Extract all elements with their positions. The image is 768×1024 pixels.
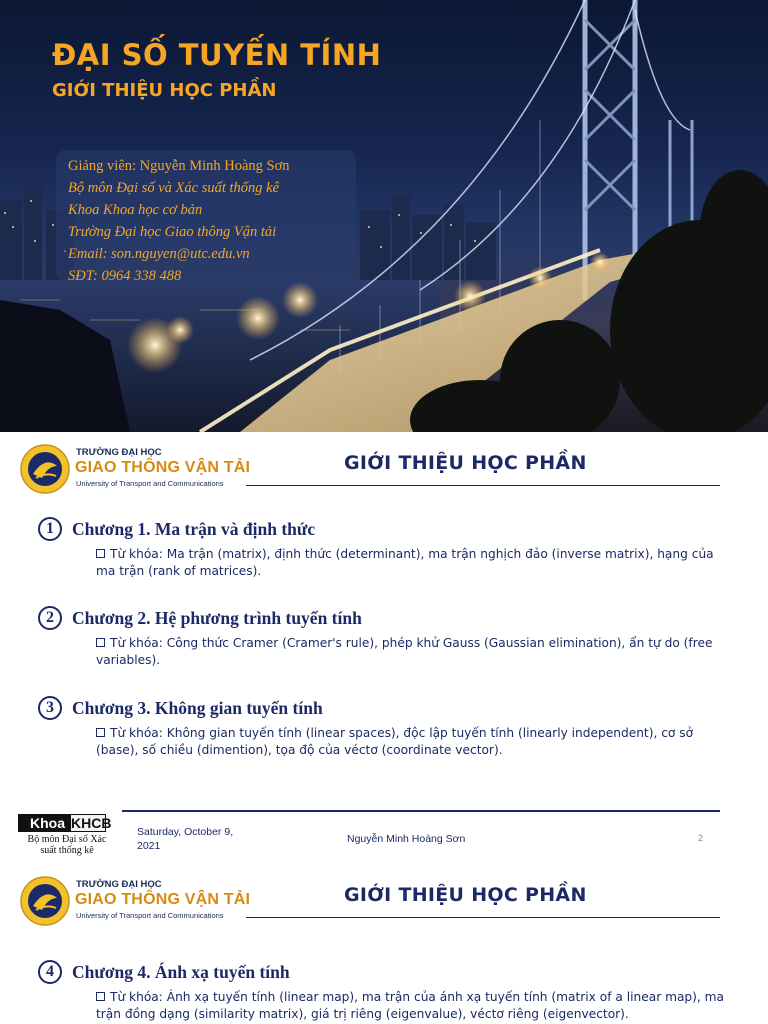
chapter-keywords: Từ khóa: Không gian tuyến tính (linear spaces), độc lập tuyến tính (linearly independent), cơ sở (base), số chiều (dimention), tọa độ của véctơ (coordinate vector). (96, 726, 694, 757)
title-divider (246, 485, 720, 486)
chapter-title: Chương 3. Không gian tuyến tính (72, 697, 323, 718)
university-logo-icon (20, 444, 70, 494)
course-title: ĐẠI SỐ TUYẾN TÍNH (52, 38, 382, 72)
footer-date: Saturday, October 9, 2021 (137, 826, 234, 852)
chapter-keywords: Từ khóa: Công thức Cramer (Cramer's rule), phép khử Gauss (Gaussian elimination), ẩn tự do (free variables). (96, 636, 713, 667)
university-prefix: TRƯỜNG ĐẠI HỌC (76, 879, 162, 890)
university-english-name: University of Transport and Communications (76, 479, 224, 488)
lecturer-phone: SĐT: 0964 338 488 (68, 268, 182, 284)
footer-divider (122, 810, 720, 812)
university-logo-icon (20, 876, 70, 926)
lecturer-department: Bộ môn Đại số và Xác suất thống kê (68, 180, 280, 196)
content-slide-3 (0, 864, 768, 1024)
title-divider (246, 917, 720, 918)
lecturer-email: Email: son.nguyen@utc.edu.vn (68, 246, 250, 262)
slide-title: GIỚI THIỆU HỌC PHẦN (344, 452, 587, 474)
chapter-4 (38, 960, 738, 1023)
chapter-3 (38, 696, 738, 759)
slide-title: GIỚI THIỆU HỌC PHẦN (344, 884, 587, 906)
chapter-1 (38, 517, 738, 580)
chapter-keywords: Từ khóa: Ánh xạ tuyến tính (linear map), ma trận của ánh xạ tuyến tính (matrix of a linear map), ma trận đồng dạng (similarity matrix), giá trị riêng (eigenvalue), véctơ riêng (eigenvector). (96, 990, 724, 1021)
footer-page-number: 2 (698, 833, 704, 843)
lecturer-faculty: Khoa Khoa học cơ bản (68, 202, 203, 218)
logo-caption: Bộ môn Đại số Xác suất thống kê (27, 834, 107, 856)
chapter-title: Chương 2. Hệ phương trình tuyến tính (72, 607, 362, 628)
chapter-title: Chương 1. Ma trận và định thức (72, 518, 316, 539)
chapter-number-badge: 2 (38, 606, 62, 630)
checkbox-bullet-icon (96, 728, 105, 737)
checkbox-bullet-icon (96, 992, 105, 1001)
footer-author: Nguyễn Minh Hoàng Sơn (347, 833, 466, 845)
chapter-number-badge: 1 (38, 517, 62, 541)
chapter-number-badge: 3 (38, 696, 62, 720)
logo-khcb-text: KHCB (71, 815, 112, 831)
title-slide (0, 0, 768, 432)
university-name: GIAO THÔNG VẬN TẢI (75, 459, 251, 476)
university-english-name: University of Transport and Communications (76, 911, 224, 920)
checkbox-bullet-icon (96, 638, 105, 647)
university-prefix: TRƯỜNG ĐẠI HỌC (76, 447, 162, 458)
chapter-2 (38, 606, 738, 669)
lecturer-name: Giảng viên: Nguyễn Minh Hoàng Sơn (68, 158, 290, 174)
content-slide-2 (0, 432, 768, 864)
university-name: GIAO THÔNG VẬN TẢI (75, 891, 251, 908)
chapter-number-badge: 4 (38, 960, 62, 984)
lecturer-university: Trường Đại học Giao thông Vận tải (68, 224, 277, 240)
checkbox-bullet-icon (96, 549, 105, 558)
logo-khoa-text: Khoa (18, 814, 70, 832)
course-subtitle: GIỚI THIỆU HỌC PHẦN (52, 80, 277, 101)
chapter-title: Chương 4. Ánh xạ tuyến tính (72, 961, 290, 982)
chapter-keywords: Từ khóa: Ma trận (matrix), định thức (determinant), ma trận nghịch đảo (inverse matrix), hạng của ma trận (rank of matrices). (96, 547, 714, 578)
khoa-khcb-logo (18, 804, 112, 860)
